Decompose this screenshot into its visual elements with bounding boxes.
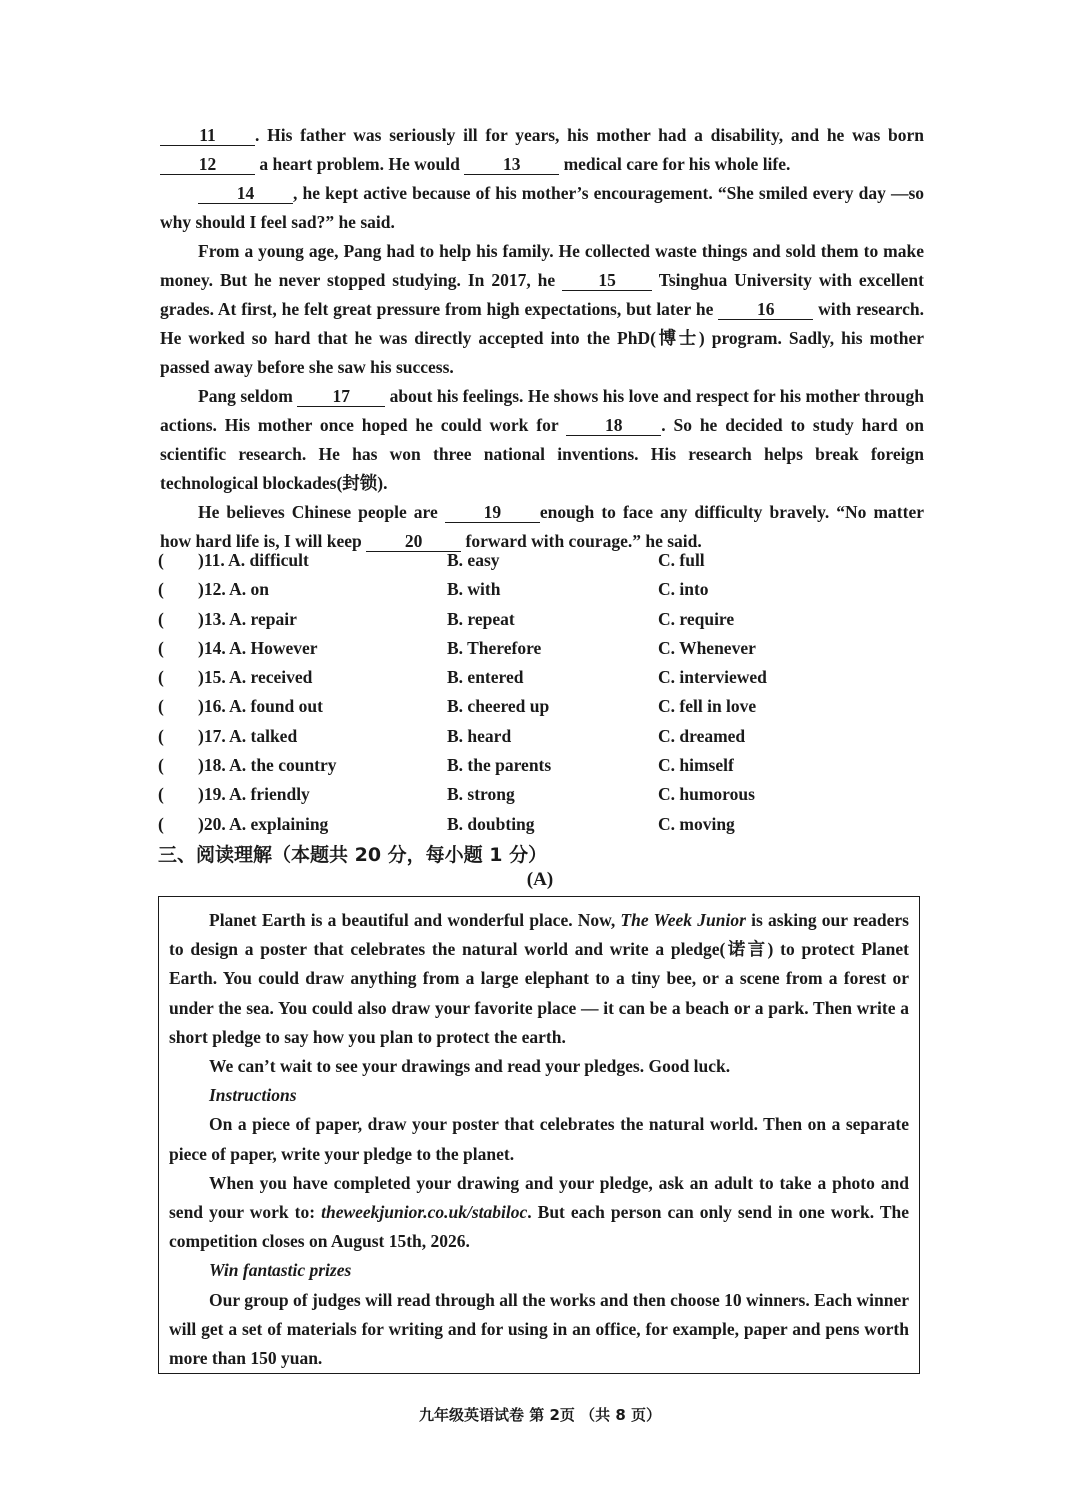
paragraph-1 bbox=[160, 121, 924, 179]
answer-bracket: ( bbox=[158, 696, 164, 717]
option-row-20 bbox=[158, 814, 858, 843]
submission-url: theweekjunior.co.uk/stabiloc bbox=[321, 1202, 528, 1223]
option-a: )11. A. difficult bbox=[198, 550, 309, 570]
page-footer: 九年级英语试卷 第 2页 （共 8 页） bbox=[419, 1406, 661, 1424]
option-row-12 bbox=[158, 579, 858, 608]
paragraph-text: . His father was seriously ill for years, his mother had a disability, and he was born bbox=[255, 125, 924, 145]
option-c: C. Whenever bbox=[658, 637, 756, 658]
prizes-heading: Win fantastic prizes bbox=[209, 1260, 352, 1281]
answer-bracket: ( bbox=[158, 755, 164, 776]
answer-bracket: ( bbox=[158, 608, 164, 629]
magazine-title: The Week Junior bbox=[620, 910, 746, 930]
option-c: C. dreamed bbox=[658, 725, 746, 746]
option-b: B. Therefore bbox=[447, 637, 542, 658]
option-row-13 bbox=[158, 609, 858, 638]
paragraph-text: a heart problem. He would bbox=[255, 154, 465, 174]
reading-paragraph-3: On a piece of paper, draw your poster that celebrates the natural world. Then on a separate piece of paper, write your pledge to the planet. bbox=[169, 1114, 909, 1164]
option-b: B. heard bbox=[447, 725, 512, 746]
answer-bracket: ( bbox=[158, 637, 164, 658]
option-row-15 bbox=[158, 667, 858, 696]
paragraph-text: forward with courage.” he said. bbox=[461, 531, 702, 551]
option-c: C. fell in love bbox=[658, 696, 757, 717]
option-b: B. with bbox=[447, 579, 501, 600]
blank-19: 19 bbox=[445, 502, 540, 523]
paragraph-text: From a young age, Pang had to help his family. He collected waste things and sold them to make money. But he never stopped studying. In 2017, he bbox=[160, 241, 924, 290]
section-heading: 三、阅读理解（本题共 20 分，每小题 1 分） bbox=[158, 844, 548, 866]
option-c: C. moving bbox=[658, 813, 735, 834]
reading-paragraph-4 bbox=[169, 1169, 909, 1257]
option-c: C. full bbox=[658, 550, 705, 570]
part-label: (A) bbox=[526, 869, 554, 890]
paragraph-text: with research. He worked so hard that he was directly accepted into the PhD(博士) program. Sadly, his mother passed away before she saw his success. bbox=[160, 299, 924, 377]
answer-bracket: ( bbox=[158, 579, 164, 600]
paragraph-text: Pang seldom bbox=[198, 386, 298, 406]
reading-text: . But each person can only send in one work. The competition closes on August 15th, 2026. bbox=[169, 1202, 909, 1252]
paragraph-text: . So he decided to study hard on scientific research. He has won three national inventions. His research helps break foreign technological blockades(封锁). bbox=[160, 415, 924, 493]
blank-13: 13 bbox=[464, 154, 559, 175]
option-row-16 bbox=[158, 696, 858, 725]
reading-paragraph-5: Our group of judges will read through all the works and then choose 10 winners. Each winner will get a set of materials for writing and for using in an office, for example, paper and pens worth more than 150 yuan. bbox=[169, 1289, 909, 1369]
paragraph-text: about his feelings. He shows his love and respect for his mother through actions. His mother once hoped he could work for bbox=[160, 386, 924, 435]
paragraph-text: medical care for his whole life. bbox=[559, 154, 791, 174]
blank-16: 16 bbox=[718, 299, 813, 320]
blank-14: 14 bbox=[198, 183, 293, 204]
option-row-11 bbox=[158, 550, 858, 579]
answer-bracket: ( bbox=[158, 725, 164, 746]
paragraph-text: , he kept active because of his mother’s encouragement. “She smiled every day —so why should I feel sad?” he said. bbox=[160, 183, 924, 232]
option-b: B. repeat bbox=[447, 608, 515, 629]
answer-bracket: ( bbox=[158, 813, 164, 834]
option-row-17 bbox=[158, 726, 858, 755]
reading-paragraph-1 bbox=[169, 906, 909, 1052]
option-c: C. himself bbox=[658, 755, 734, 776]
reading-text: Planet Earth is a beautiful and wonderful place. Now, bbox=[209, 910, 621, 930]
reading-text: is asking our readers to design a poster that celebrates the natural world and write a pledge(诺言) to protect Planet Earth. You could draw anything from a large elephant to a tiny bee, or a scene from a forest or under the sea. You could also draw your favorite place — it can be a beach or a park. Then write a short pledge to say how you plan to protect the earth. bbox=[169, 910, 909, 1047]
option-row-18 bbox=[158, 755, 858, 784]
option-a: )14. A. However bbox=[198, 637, 318, 658]
blank-17: 17 bbox=[297, 386, 385, 407]
option-c: C. humorous bbox=[658, 784, 755, 805]
blank-15: 15 bbox=[562, 270, 652, 291]
paragraph-text: Tsinghua University with excellent grades. At first, he felt great pressure from high expectations, but later he bbox=[160, 270, 924, 319]
option-c: C. into bbox=[658, 579, 709, 600]
paragraph-text: enough to face any difficulty bravely. “No matter how hard life is, I will keep bbox=[160, 502, 924, 551]
option-a: )12. A. on bbox=[198, 579, 269, 600]
blank-20: 20 bbox=[366, 531, 461, 552]
instructions-heading: Instructions bbox=[209, 1085, 297, 1106]
reading-passage-box bbox=[158, 896, 920, 1374]
option-b: B. easy bbox=[447, 550, 500, 570]
option-row-19 bbox=[158, 784, 858, 813]
answer-options bbox=[158, 550, 858, 843]
paragraph-3 bbox=[160, 237, 924, 382]
option-b: B. the parents bbox=[447, 755, 552, 776]
blank-11: 11 bbox=[160, 125, 255, 146]
option-a: )20. A. explaining bbox=[198, 813, 329, 834]
paragraph-5 bbox=[160, 498, 924, 556]
answer-bracket: ( bbox=[158, 550, 164, 570]
paragraph-text: He believes Chinese people are bbox=[198, 502, 445, 522]
option-a: )18. A. the country bbox=[198, 755, 337, 776]
blank-18: 18 bbox=[566, 415, 661, 436]
option-a: )16. A. found out bbox=[198, 696, 323, 717]
option-a: )17. A. talked bbox=[198, 725, 298, 746]
blank-12: 12 bbox=[160, 154, 255, 175]
option-c: C. interviewed bbox=[658, 667, 767, 688]
option-c: C. require bbox=[658, 608, 735, 629]
answer-bracket: ( bbox=[158, 784, 164, 805]
option-b: B. doubting bbox=[447, 813, 535, 834]
option-b: B. entered bbox=[447, 667, 524, 688]
reading-paragraph-2: We can’t wait to see your drawings and read your pledges. Good luck. bbox=[209, 1056, 731, 1077]
reading-text: When you have completed your drawing and your pledge, ask an adult to take a photo and send your work to: bbox=[169, 1172, 909, 1223]
option-row-14 bbox=[158, 638, 858, 667]
paragraph-4 bbox=[160, 382, 924, 498]
answer-bracket: ( bbox=[158, 667, 164, 688]
option-a: )13. A. repair bbox=[198, 608, 297, 629]
option-a: )19. A. friendly bbox=[198, 784, 310, 805]
paragraph-2 bbox=[160, 179, 924, 237]
option-a: )15. A. received bbox=[198, 667, 313, 688]
cloze-passage bbox=[160, 121, 924, 556]
option-b: B. strong bbox=[447, 784, 515, 805]
option-b: B. cheered up bbox=[447, 696, 550, 717]
